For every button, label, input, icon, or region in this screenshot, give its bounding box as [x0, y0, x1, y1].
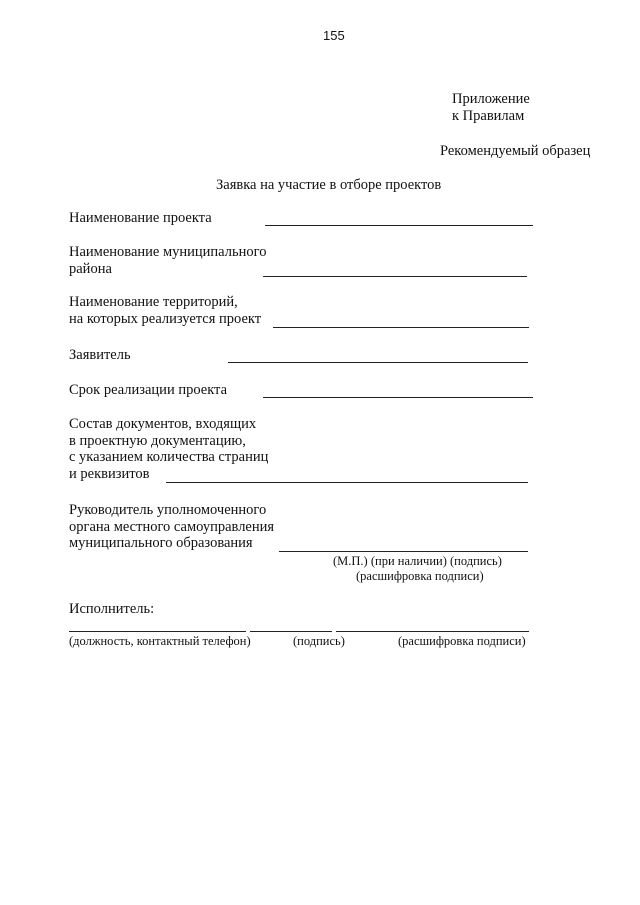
appendix-line-1: Приложение	[452, 91, 530, 107]
label-head-line-2: органа местного самоуправления	[69, 518, 275, 535]
field-line-documents[interactable]	[166, 482, 528, 483]
field-line-municipal-district[interactable]	[263, 276, 527, 277]
field-line-duration[interactable]	[263, 397, 533, 398]
field-line-executor-signature[interactable]	[250, 631, 332, 632]
field-line-head-signature[interactable]	[279, 551, 528, 552]
label-project-name: Наименование проекта	[69, 210, 212, 226]
executor-caption-position: (должность, контактный телефон)	[69, 634, 251, 648]
label-head-line-1: Руководитель уполномоченного	[69, 502, 267, 518]
label-documents-line-4: и реквизитов	[69, 465, 150, 482]
label-documents-line-2: в проектную документацию,	[69, 432, 246, 449]
page-number: 155	[323, 28, 345, 43]
label-territories-line-2: на которых реализуется проект	[69, 310, 262, 327]
label-applicant: Заявитель	[69, 347, 131, 363]
field-line-project-name[interactable]	[265, 225, 533, 226]
label-documents-line-3: с указанием количества страниц	[69, 449, 269, 465]
field-line-territories[interactable]	[273, 327, 529, 328]
field-line-applicant[interactable]	[228, 362, 528, 363]
label-territories-line-1: Наименование территорий,	[69, 294, 238, 310]
executor-caption-decoding: (расшифровка подписи)	[398, 634, 526, 648]
label-documents-line-1: Состав документов, входящих	[69, 416, 257, 432]
label-head	[69, 502, 274, 552]
field-line-executor-decoding[interactable]	[336, 631, 529, 632]
label-documents	[69, 416, 268, 482]
field-line-executor-position[interactable]	[69, 631, 246, 632]
label-municipal-district-line-1: Наименование муниципального	[69, 244, 267, 260]
label-territories	[69, 294, 261, 327]
label-executor: Исполнитель:	[69, 601, 155, 617]
label-municipal-district	[69, 244, 266, 277]
head-caption-line-1: (М.П.) (при наличии) (подпись)	[333, 554, 502, 568]
executor-caption-signature: (подпись)	[293, 634, 345, 648]
sample-note: Рекомендуемый образец	[440, 143, 591, 159]
form-title: Заявка на участие в отборе проектов	[216, 177, 442, 193]
label-municipal-district-line-2: района	[69, 260, 112, 277]
label-head-line-3: муниципального образования	[69, 535, 253, 551]
head-caption-line-2: (расшифровка подписи)	[356, 569, 484, 583]
appendix-line-2: к Правилам	[452, 108, 525, 124]
label-duration: Срок реализации проекта	[69, 382, 228, 398]
